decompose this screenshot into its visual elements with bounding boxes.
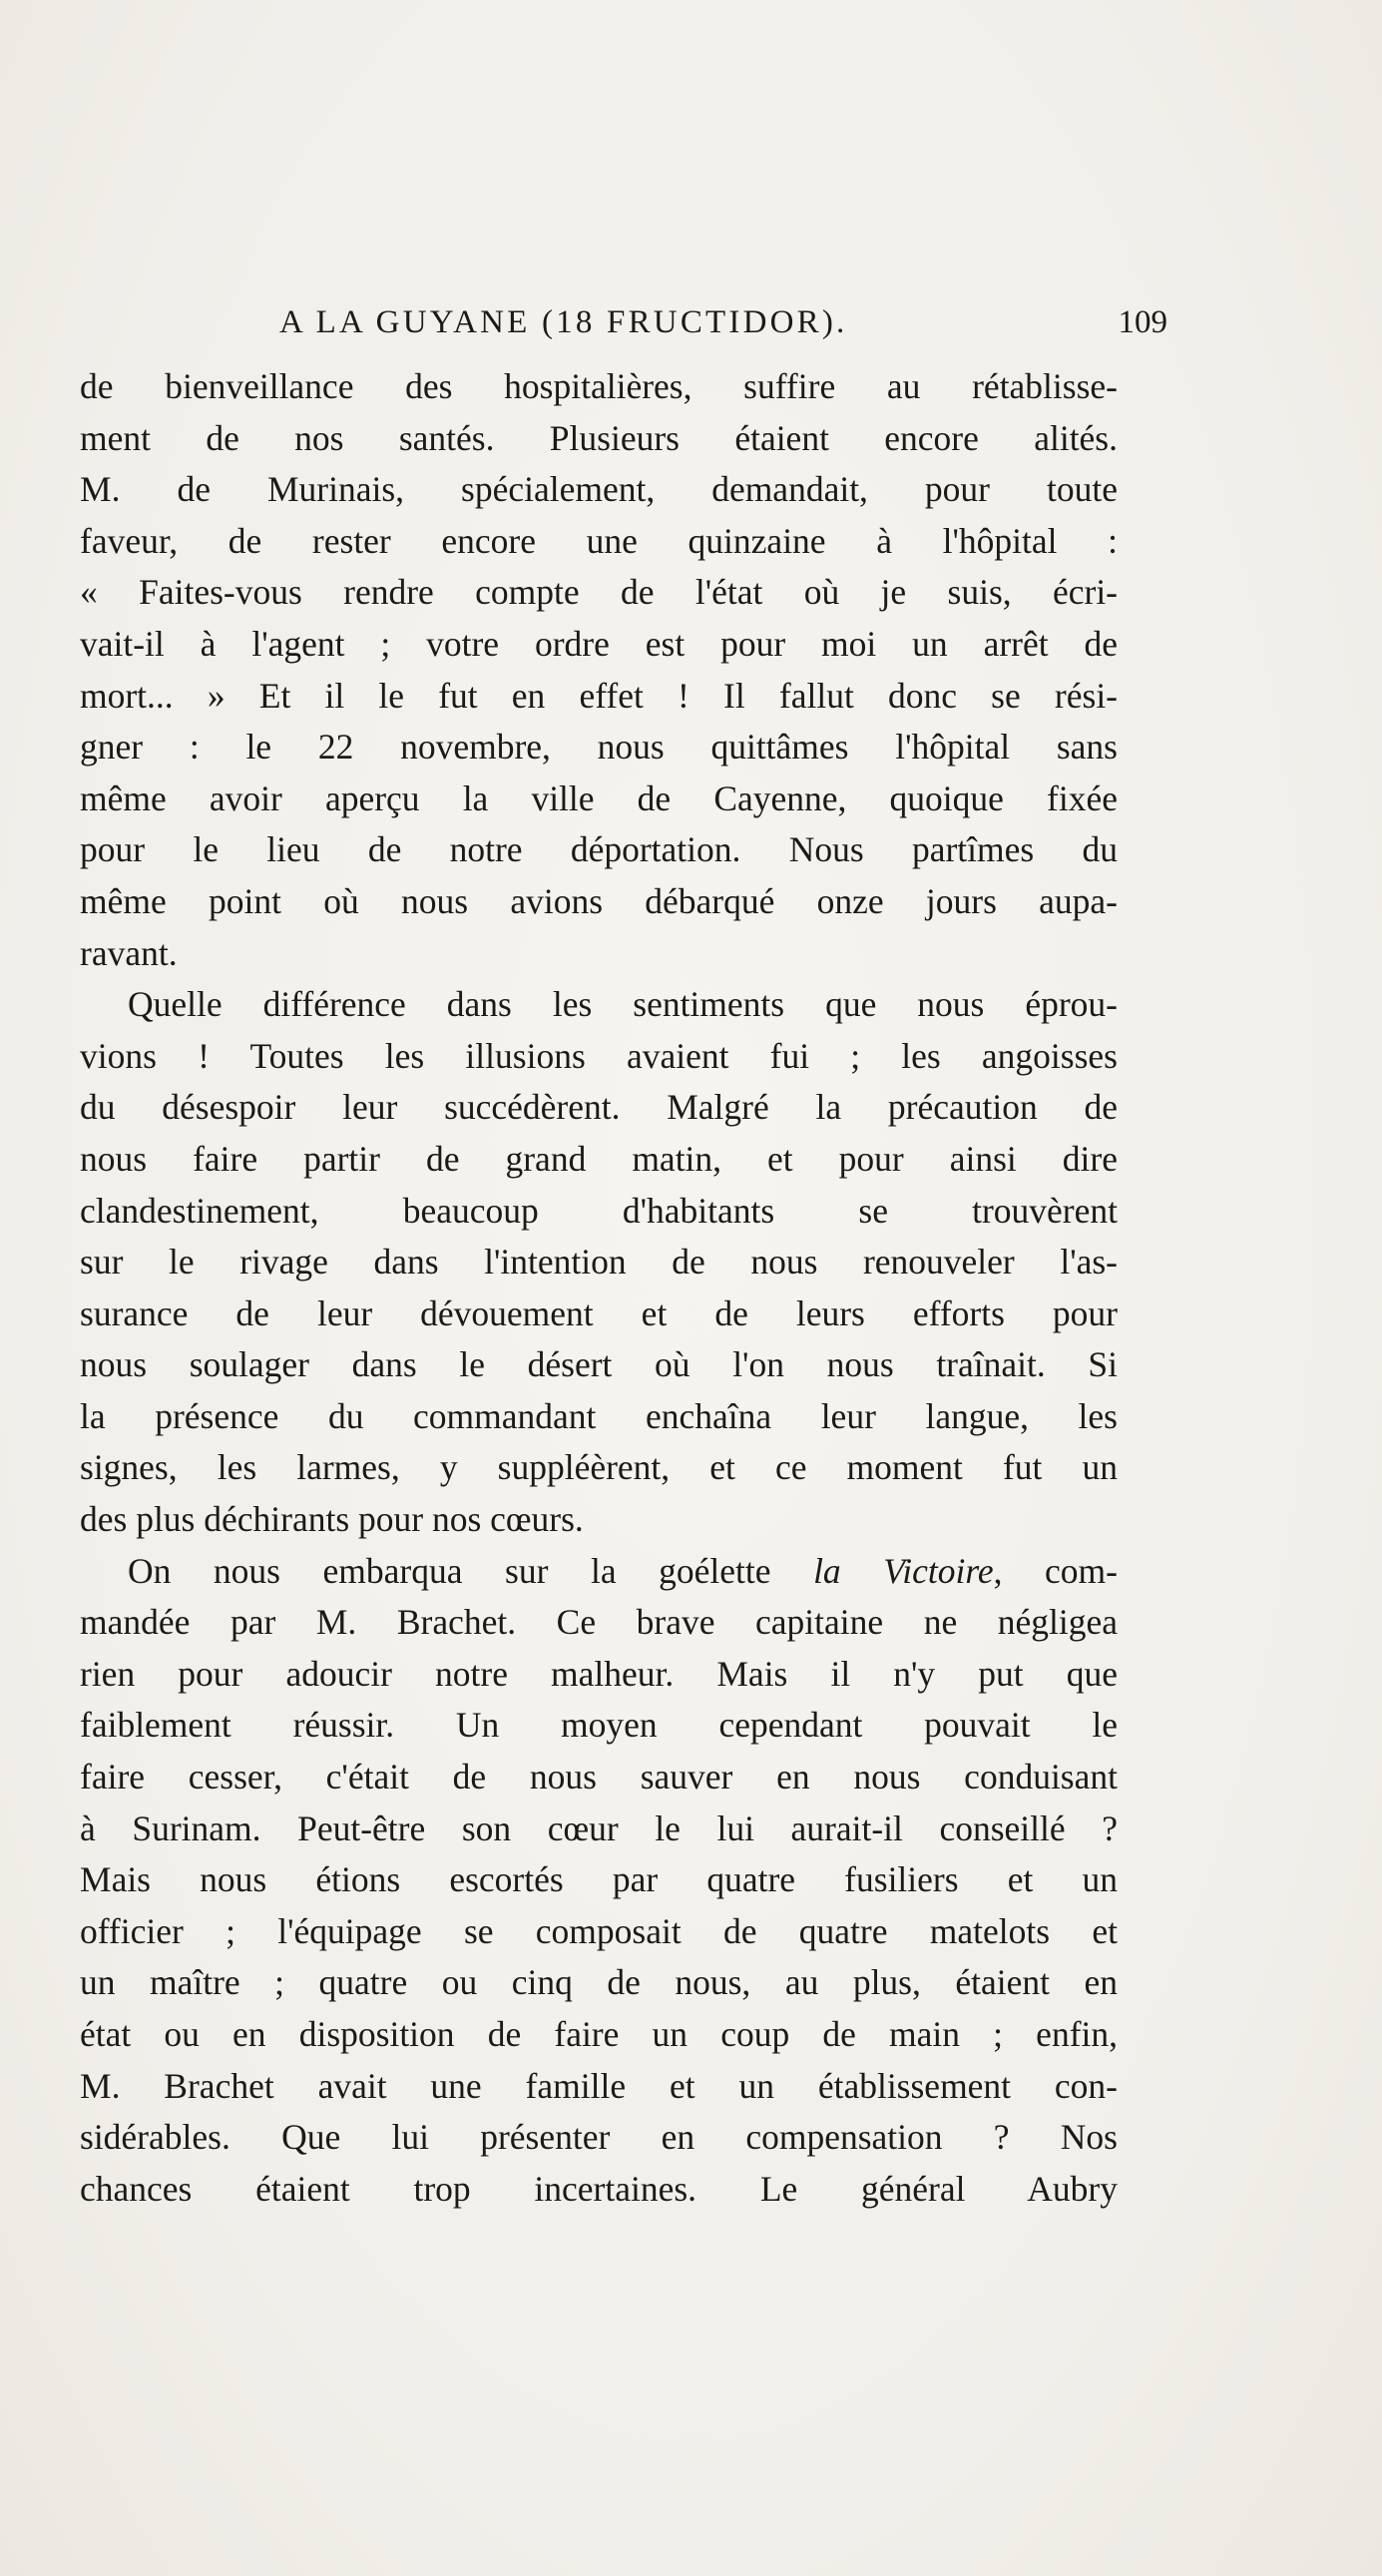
text-line: chances étaient trop incertaines. Le général Aubry: [80, 2168, 1118, 2209]
text-line: sidérables. Que lui présenter en compensation ? Nos: [80, 2117, 1118, 2158]
text-line: même point où nous avions débarqué onze jours aupa-: [80, 880, 1118, 921]
text-line: gner : le 22 novembre, nous quittâmes l'hôpital sans: [80, 727, 1118, 768]
text-segment: On nous embarqua sur la goélette: [128, 1550, 814, 1591]
text-line: nous soulager dans le désert où l'on nous traînait. Si: [80, 1344, 1118, 1385]
text-line: même avoir aperçu la ville de Cayenne, quoique fixée: [80, 777, 1118, 818]
text-line: faire cesser, c'était de nous sauver en nous conduisant: [80, 1757, 1118, 1798]
text-line: faiblement réussir. Un moyen cependant pouvait le: [80, 1705, 1118, 1746]
text-line: vions ! Toutes les illusions avaient fui ; les angoisses: [80, 1035, 1118, 1076]
text-line: mandée par M. Brachet. Ce brave capitaine ne négligea: [80, 1602, 1118, 1643]
text-line: nous faire partir de grand matin, et pour ainsi dire: [80, 1138, 1118, 1179]
running-head: [80, 297, 1167, 347]
text-line: mort... » Et il le fut en effet ! Il fallut donc se rési-: [80, 675, 1118, 716]
text-line: Mais nous étions escortés par quatre fusiliers et un: [80, 1859, 1118, 1900]
text-line: vait-il à l'agent ; votre ordre est pour moi un arrêt de: [80, 623, 1118, 664]
text-line: état ou en disposition de faire un coup de main ; enfin,: [80, 2014, 1118, 2054]
text-line: rien pour adoucir notre malheur. Mais il n'y put que: [80, 1653, 1118, 1694]
text-line: pour le lieu de notre déportation. Nous partîmes du: [80, 829, 1118, 870]
running-title: A LA GUYANE (18 FRUCTIDOR).: [279, 304, 848, 340]
text-segment: , com-: [993, 1550, 1118, 1591]
text-line: [80, 1546, 1118, 1598]
text-line: de bienveillance des hospitalières, suffire au rétablisse-: [80, 366, 1118, 406]
text-line: M. Brachet avait une famille et un établissement con-: [80, 2065, 1118, 2106]
text-line: signes, les larmes, y suppléèrent, et ce moment fut un: [80, 1447, 1118, 1488]
text-line: sur le rivage dans l'intention de nous renouveler l'as-: [80, 1242, 1118, 1283]
text-line: des plus déchirants pour nos cœurs.: [80, 1499, 584, 1540]
text-line: officier ; l'équipage se composait de quatre matelots et: [80, 1910, 1118, 1951]
text-line: surance de leur dévouement et de leurs efforts pour: [80, 1292, 1118, 1333]
text-line: faveur, de rester encore une quinzaine à l'hôpital :: [80, 520, 1118, 561]
text-line: à Surinam. Peut-être son cœur le lui aurait-il conseillé ?: [80, 1807, 1118, 1848]
text-line: M. de Murinais, spécialement, demandait, pour toute: [80, 469, 1118, 510]
text-line: la présence du commandant enchaîna leur langue, les: [80, 1395, 1118, 1436]
text-line: du désespoir leur succédèrent. Malgré la précaution de: [80, 1087, 1118, 1128]
text-line: Quelle différence dans les sentiments que nous éprou-: [128, 984, 1118, 1025]
body-text: [80, 361, 1118, 2215]
text-line: clandestinement, beaucoup d'habitants se trouvèrent: [80, 1190, 1118, 1231]
page-number: 109: [1118, 304, 1167, 340]
text-line: ment de nos santés. Plusieurs étaient encore alités.: [80, 417, 1118, 458]
text-line: « Faites-vous rendre compte de l'état où je suis, écri-: [80, 572, 1118, 613]
text-line: ravant.: [80, 932, 178, 973]
text-line: un maître ; quatre ou cinq de nous, au plus, étaient en: [80, 1962, 1118, 2003]
ship-name: la Victoire: [813, 1550, 994, 1591]
